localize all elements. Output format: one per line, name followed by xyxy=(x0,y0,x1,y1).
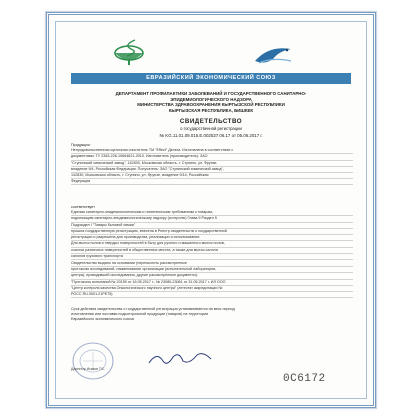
signatory-name: Директор Исаков Т.Б. xyxy=(71,367,105,371)
product-section xyxy=(71,143,353,185)
basis-section xyxy=(71,261,353,298)
usage-line: очистки различных поверхностей в общественных местах, а также для мытья салона xyxy=(71,248,353,254)
validity-line: Евразийского экономического союза xyxy=(71,317,134,322)
department-line: МИНИСТЕРСТВА ЗДРАВООХРАНЕНИЯ КЫРГЫЗСКОЙ РЕСПУБЛИКИ xyxy=(137,102,285,108)
department-heading xyxy=(77,91,345,113)
product-line: 142830, Московская область, г. Ступино, ул. Фрунзе, владение 9/14, Российская xyxy=(71,173,353,179)
eaeu-bird-logo-icon xyxy=(249,39,297,69)
product-line: документами: ТУ 2383-226-10664621-2010. Изготовитель (производитель): ЗАО xyxy=(71,154,353,160)
basis-line: "Центр контроля качества Онкологического научного центра" (аттестат аккредитации № xyxy=(71,286,353,292)
validity-line: Срок действия свидетельства о государственной регистрации устанавливается на весь период xyxy=(71,307,235,311)
validity-line: изготовления или поставки подконтрольной продукции (товаров) на территории xyxy=(71,312,209,317)
validity-section xyxy=(71,307,353,323)
product-line: Федерация xyxy=(71,179,353,185)
product-line: владение 9/4, Российская Федерация. Получатель: ЗАО "Ступинский химический завод", xyxy=(71,167,353,173)
compliance-label: соответствует xyxy=(71,205,95,209)
usage-line: Для мытья полов и твердых поверхностей в быту для ручного и машинного мытья полов, xyxy=(71,241,353,247)
basis-line: "Протоколы испытаний № 20159 от 16.05.2017 г., № 23080-23081 от 31.05.2017 г. ИЛ ООО xyxy=(71,280,353,286)
usage-section xyxy=(71,229,353,260)
product-label: Продукция: xyxy=(71,143,91,147)
compliance-line: Единым санитарно-эпидемиологическим и гигиеническим требованиям к товарам, xyxy=(71,210,353,216)
basis-line: РОСС RU.0001.21РЕ75) xyxy=(71,292,353,298)
basis-line: протоколы исследований, наименование организации (испытательной лаборатории, xyxy=(71,267,353,273)
basis-line: центра), проводившей исследования, другие рассмотренные документы): xyxy=(71,273,353,279)
department-line: ЭПИДЕМИОЛОГИЧЕСКОГО НАДЗОРА xyxy=(170,96,252,102)
product-line: Непродовольственная щелочная очиститель ТМ "Effect" Дельта. Изготовлена в соответствии с xyxy=(71,148,353,154)
compliance-line: Подраздел I "Товары бытовой химии" xyxy=(71,223,353,229)
usage-line: регистрации и разрешена для производства, реализации и использования xyxy=(71,235,353,241)
certificate-title: СВИДЕТЕЛЬСТВО xyxy=(179,118,243,125)
usage-line: салонов грузового транспорта xyxy=(71,254,353,260)
certificate-page xyxy=(46,12,376,408)
union-banner: ЕВРАЗИЙСКИЙ ЭКОНОМИЧЕСКИЙ СОЮЗ xyxy=(71,73,351,84)
compliance-line: подлежащим санитарно-эпидемиологическому надзору (контролю) Глава II Раздел 5 xyxy=(71,216,353,222)
signatory-caption xyxy=(71,367,353,372)
department-line: КЫРГЫЗСКАЯ РЕСПУБЛИКА, БИШКЕК xyxy=(168,107,254,113)
official-seal-stamp xyxy=(69,340,123,382)
basis-line: Свидетельство выдано на основании (перечислить рассмотренные xyxy=(71,261,353,267)
serial-number: 0C6172 xyxy=(283,373,326,385)
medical-bowl-emblem-icon xyxy=(109,37,149,67)
certificate-number: № KG.11.01.09.015.Е.002537.06.17 от 05.06.2017 г. xyxy=(159,133,263,138)
product-line: "Ступинский химический завод", 142830, Московская область, г. Ступино, ул. Фрунзе, xyxy=(71,161,353,167)
director-signature xyxy=(145,349,215,369)
department-line: ДЕПАРТАМЕНТ ПРОФИЛАКТИКИ ЗАБОЛЕВАНИЙ И ГОСУДАРСТВЕННОГО САНИТАРНО- xyxy=(115,91,307,96)
compliance-section xyxy=(71,205,353,229)
usage-line: прошла государственную регистрацию, внесена в Реестр свидетельств о государственной xyxy=(71,229,353,235)
certificate-subtitle: о государственной регистрации xyxy=(180,126,242,131)
